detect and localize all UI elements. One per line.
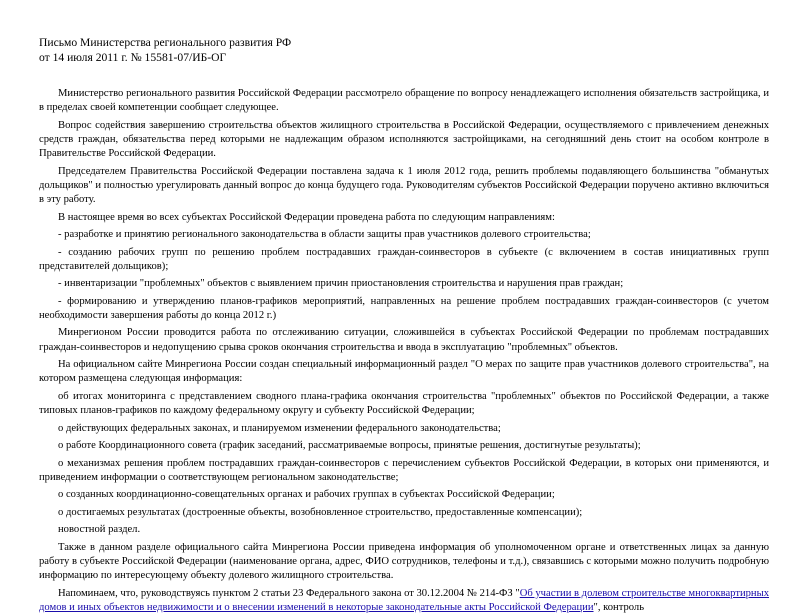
list-item: об итогах мониторинга с представлением сводного плана-графика окончания строительства "проблемных" объектов по Российской Федерации, а также типовых планов-графиков по каждому федеральному округу и субъекту Российской Федерации; bbox=[39, 390, 769, 417]
paragraph: На официальном сайте Минрегиона России создан специальный информационный раздел "О мерах по защите прав участников долевого строительства", на котором размещена следующая информация: bbox=[39, 359, 769, 385]
list-item: о действующих федеральных законах, и планируемом изменении федерального законодательства; bbox=[58, 422, 501, 434]
paragraph: Председателем Правительства Российской Федерации поставлена задача к 1 июля 2012 года, решить проблемы подавляющего большинства "обманутых дольщиков" и полностью урегулировать данный вопрос до конца будущего года. Руководителям субъектов Российской Федерации поручено активно включиться в эту работу. bbox=[39, 165, 769, 206]
paragraph: Также в данном разделе официального сайта Минрегиона России приведена информация об уполномоченном органе и ответственных лицах за данную работу в субъекте Российской Федерации (наименование органа, адрес, ФИО сотрудников, телефоны и т.д.), связавшись с которыми можно получить подробную информацию по интересующему объекту долевого жилищного строительства. bbox=[39, 541, 769, 582]
paragraph-with-law-link bbox=[39, 587, 769, 615]
list-item: - инвентаризации "проблемных" объектов с выявлением причин приостановления строительства и нарушения прав граждан; bbox=[58, 278, 624, 290]
list-item: - созданию рабочих групп по решению проблем пострадавших граждан-соинвесторов в субъекте (с включением в состав инициативных групп представителей дольщиков); bbox=[39, 246, 769, 272]
list-item: - разработке и принятию регионального законодательства в области защиты прав участников долевого строительства; bbox=[58, 229, 591, 241]
paragraph: Вопрос содействия завершению строительства объектов жилищного строительства в Российской Федерации, осуществляемого с привлечением денежных средств граждан, обязательства перед которыми не надлежащим образом исполняются застройщиками, на сегодняшний день стоит на особом контроле в Правительстве Российской Федерации. bbox=[39, 119, 769, 160]
list-item: о достигаемых результатах (достроенные объекты, возобновленное строительство, предоставленные компенсации); bbox=[58, 506, 583, 518]
document-body bbox=[39, 87, 769, 615]
document-title: Письмо Министерства регионального развития РФ bbox=[39, 36, 292, 49]
document-header bbox=[39, 35, 769, 65]
list-item: новостной раздел. bbox=[58, 524, 141, 536]
document-date-number: от 14 июля 2011 г. № 15581-07/ИБ-ОГ bbox=[39, 51, 227, 64]
list-item: о созданных координационно-совещательных органах и рабочих группах в субъектах Российской Федерации; bbox=[58, 489, 555, 501]
law-link[interactable]: Об участии в долевом строительстве многоквартирных домов и иных объектов недвижимости и о внесении изменений в некоторые законодательные акты Российской Федерации bbox=[39, 587, 769, 613]
paragraph-text-before: Напоминаем, что, руководствуясь пунктом 2 статьи 23 Федерального закона от 30.12.2004 № 214-ФЗ " bbox=[58, 587, 520, 599]
list-item: о механизмах решения проблем пострадавших граждан-соинвесторов с перечислением субъектов Российской Федерации, в которых они применяются, и приведением информации о соответствующем региональном законодательстве; bbox=[39, 457, 769, 483]
paragraph: В настоящее время во всех субъектах Российской Федерации проведена работа по следующим направлениям: bbox=[58, 211, 555, 223]
list-item: - формированию и утверждению планов-графиков мероприятий, направленных на решение проблем пострадавших граждан-соинвесторов (с учетом необходимости завершения работы до конца 2012 г.) bbox=[39, 295, 769, 321]
paragraph-text-after: ", контроль bbox=[593, 601, 645, 613]
paragraph: Министерство регионального развития Российской Федерации рассмотрело обращение по вопросу ненадлежащего исполнения обязательств застройщика, и в пределах своей компетенции сообщает следующее. bbox=[39, 88, 769, 114]
list-item: о работе Координационного совета (график заседаний, рассматриваемые вопросы, принятые решения, достигнутые результаты); bbox=[58, 440, 641, 452]
paragraph: Минрегионом России проводится работа по отслеживанию ситуации, сложившейся в субъектах Российской Федерации по проблемам пострадавших граждан-соинвесторов и недопущению срыва сроков окончания строительства и ввода в эксплуатацию "проблемных" объектов. bbox=[39, 327, 769, 353]
